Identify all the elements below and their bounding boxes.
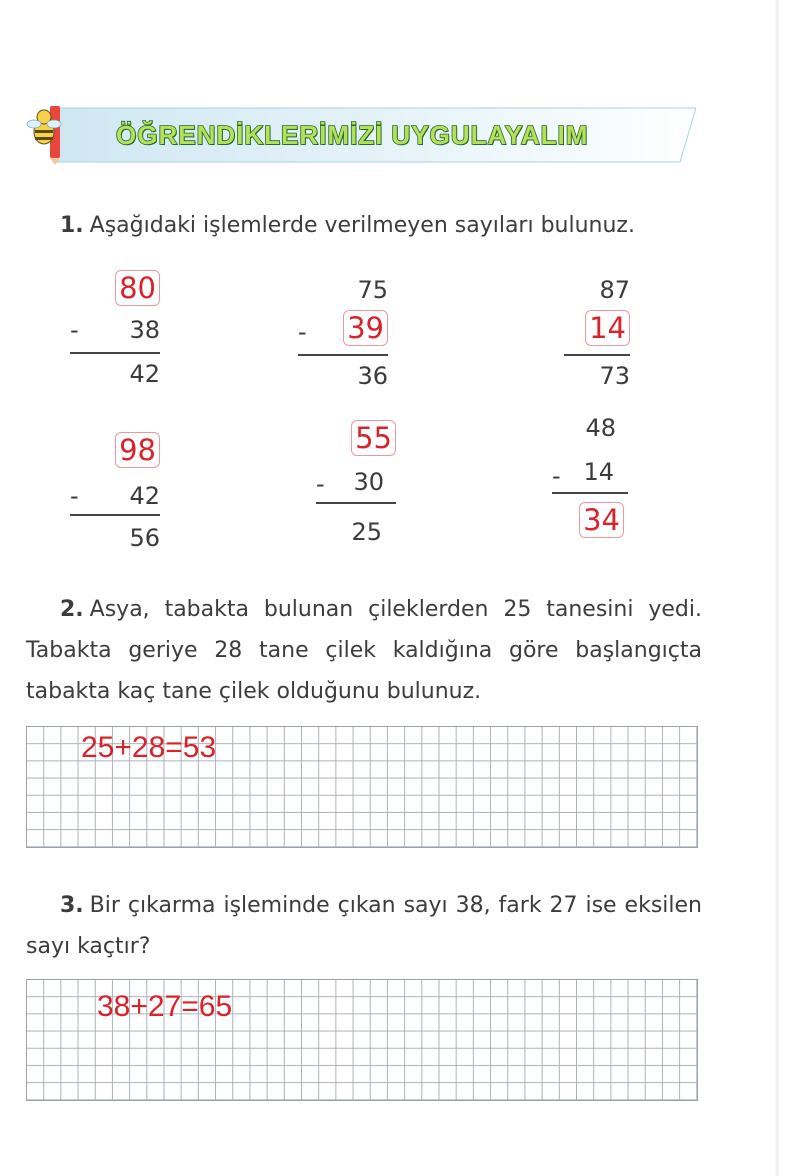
minuend <box>351 420 396 456</box>
minuend <box>115 270 160 306</box>
answer-box: 39 <box>343 310 388 346</box>
handwritten-answer: 38+27=65 <box>97 990 233 1023</box>
subtraction-problem <box>540 272 630 402</box>
difference: 73 <box>599 362 630 390</box>
minuend <box>115 432 160 468</box>
question-text: Asya, tabakta bulunan çileklerden 25 tanesini yedi. Tabakta geriye 28 tane çilek kaldığına göre başlangıçta tabakta kaç tane çilek olduğunu bulunuz. <box>26 597 702 704</box>
answer-box: 80 <box>115 270 160 306</box>
answer-grid[interactable] <box>26 726 698 848</box>
difference: 56 <box>129 524 160 552</box>
answer-box: 55 <box>351 420 396 456</box>
minus-sign: - <box>552 462 561 490</box>
minus-sign: - <box>70 316 79 344</box>
subtraction-problem <box>70 270 160 400</box>
subtraction-problem <box>70 432 160 562</box>
subtrahend <box>343 310 388 346</box>
minus-sign: - <box>298 318 307 346</box>
question-number: 3. <box>60 893 84 918</box>
answer-box: 14 <box>585 310 630 346</box>
result-line <box>564 354 630 356</box>
minuend: 75 <box>357 276 388 304</box>
difference: 36 <box>357 362 388 390</box>
question-1 <box>60 205 700 246</box>
result-line <box>70 514 160 516</box>
page-edge <box>775 0 779 1176</box>
minuend: 48 <box>585 414 616 442</box>
subtraction-problem <box>552 410 628 540</box>
handwritten-answer: 25+28=53 <box>81 731 217 764</box>
question-number: 2. <box>60 597 84 622</box>
question-number: 1. <box>60 213 84 238</box>
subtraction-problem <box>316 420 396 550</box>
section-banner <box>24 104 696 166</box>
subtrahend: 14 <box>583 458 614 486</box>
subtrahend: 38 <box>129 316 160 344</box>
question-text: Bir çıkarma işleminde çıkan sayı 38, fark 27 ise eksilen sayı kaçtır? <box>26 893 702 959</box>
minus-sign: - <box>70 482 79 510</box>
subtrahend: 30 <box>353 468 384 496</box>
minuend: 87 <box>599 276 630 304</box>
subtrahend: 42 <box>129 482 160 510</box>
question-2 <box>26 589 702 712</box>
result-line <box>70 352 160 354</box>
difference: 42 <box>129 360 160 388</box>
result-line <box>316 502 396 504</box>
question-3 <box>26 885 702 967</box>
answer-box: 98 <box>115 432 160 468</box>
question-text: Aşağıdaki işlemlerde verilmeyen sayıları bulunuz. <box>89 213 635 238</box>
subtraction-problem <box>298 272 388 402</box>
answer-box: 34 <box>579 502 624 538</box>
result-line <box>552 492 628 494</box>
difference: 25 <box>351 518 382 546</box>
answer-grid[interactable] <box>26 979 698 1101</box>
banner-title: ÖĞRENDİKLERİMİZİ UYGULAYALIM <box>116 120 589 150</box>
subtrahend <box>585 310 630 346</box>
minus-sign: - <box>316 470 325 498</box>
bee-pencil-icon <box>24 104 84 166</box>
difference <box>579 502 624 538</box>
result-line <box>298 354 388 356</box>
